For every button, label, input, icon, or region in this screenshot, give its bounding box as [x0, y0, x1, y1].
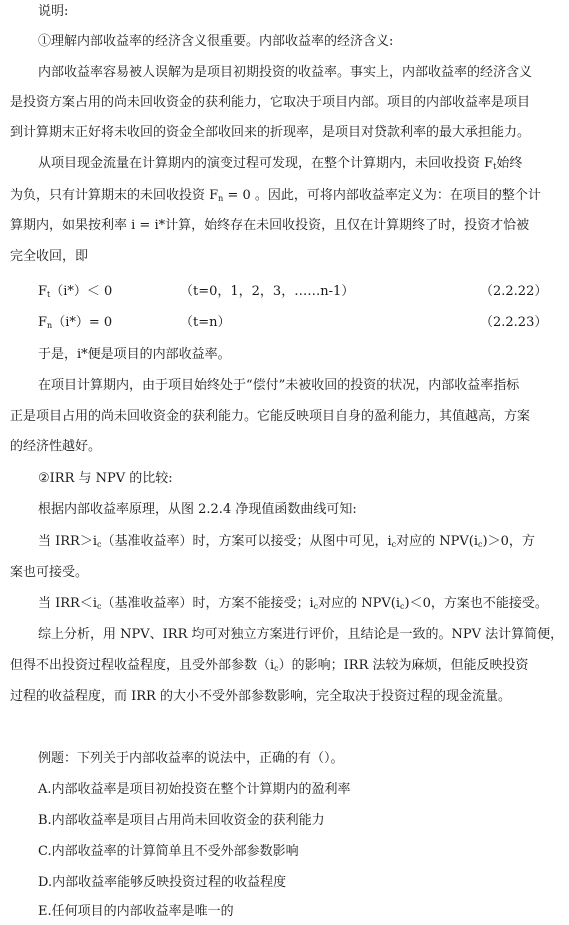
example-title: 例题：下列关于内部收益率的说法中，正确的有（）。	[38, 751, 344, 766]
formula-2-2-23	[38, 310, 569, 336]
p8-line2: 但得不出投资过程收益程度，且受外部参数$(i_c)$的影响；IRR 法较为麻烦，但能反映投资	[10, 658, 529, 673]
formula-number: （2.2.23）	[480, 315, 548, 330]
p3: 于是，i*便是项目的内部收益率。	[38, 347, 231, 362]
p2-line2: 为负，只有计算期末的未回收投资 $F_n = 0$ 。因此，可将内部收益率定义为：在项目的整个计	[10, 188, 541, 203]
section1-title: ①理解内部收益率的经济含义很重要。内部收益率的经济含义:	[38, 34, 394, 49]
p1-line1: 内部收益率容易被人误解为是项目初期投资的收益率。事实上，内部收益率的经济含义	[38, 65, 533, 80]
option-a: A.内部收益率是项目初始投资在整个计算期内的盈利率	[38, 782, 351, 797]
option-c: C.内部收益率的计算简单且不受外部参数影响	[38, 844, 299, 859]
option-d: D.内部收益率能够反映投资过程的收益程度	[38, 875, 287, 890]
p2-line3: 算期内，如果按利率 i = i*计算，始终存在未回收投资，且仅在计算期终了时，投资才恰被	[10, 218, 530, 233]
formula-condition: （t=0，1，2，3，……n-1）	[180, 284, 355, 299]
option-e: E.任何项目的内部收益率是唯一的	[38, 904, 234, 919]
heading: 说明:	[38, 4, 69, 19]
option-b: B.内部收益率是项目占用尚未回收资金的获利能力	[38, 813, 325, 828]
p2-line1: 从项目现金流量在计算期内的演变过程可发现，在整个计算期内，未回收投资 $F_t$始终	[38, 156, 523, 171]
p4-line1: 在项目计算期内，由于项目始终处于“偿付”未被收回的投资的状况，内部收益率指标	[38, 378, 520, 393]
p8-line3: 过程的收益程度，而 IRR 的大小不受外部参数影响，完全取决于投资过程的现金流量。	[10, 689, 511, 704]
formula-condition: （t=n）	[180, 315, 231, 330]
p4-line3: 的经济性越好。	[10, 439, 102, 454]
formula-2-2-22	[38, 279, 569, 305]
p4-line2: 正是项目占用的尚未回收资金的获利能力。它能反映项目自身的盈利能力，其值越高，方案	[10, 409, 531, 424]
p6-line2: 案也可接受。	[10, 565, 89, 580]
p7: 当 $IRR<i_c$（基准收益率）时，方案不能接受；$i_c$对应的 $NPV(i_c)<0$，方案也不能接受。	[38, 596, 548, 611]
p8-line1: 综上分析，用 NPV、IRR 均可对独立方案进行评价，且结论是一致的。NPV 法计算简便，	[38, 627, 564, 642]
formula-lhs: $F_t(i*)< 0$	[38, 284, 113, 299]
section2-title: ②IRR 与 NPV 的比较:	[38, 471, 173, 486]
p6-line1: 当 $IRR>i_c$（基准收益率）时，方案可以接受；从图中可见，$i_c$对应的 $NPV(i_c)>0$，方	[38, 534, 535, 549]
p5: 根据内部收益率原理，从图 2.2.4 净现值函数曲线可知:	[38, 502, 357, 517]
formula-lhs: $F_n(i*)= 0$	[38, 315, 113, 330]
p1-line3: 到计算期末正好将未收回的资金全部收回来的折现率，是项目对贷款利率的最大承担能力。	[10, 125, 531, 140]
formula-number: （2.2.22）	[480, 284, 548, 299]
p1-line2: 是投资方案占用的尚未回收资金的获利能力，它取决于项目内部。项目的内部收益率是项目	[10, 95, 531, 110]
p2-line4: 完全收回，即	[10, 249, 89, 264]
